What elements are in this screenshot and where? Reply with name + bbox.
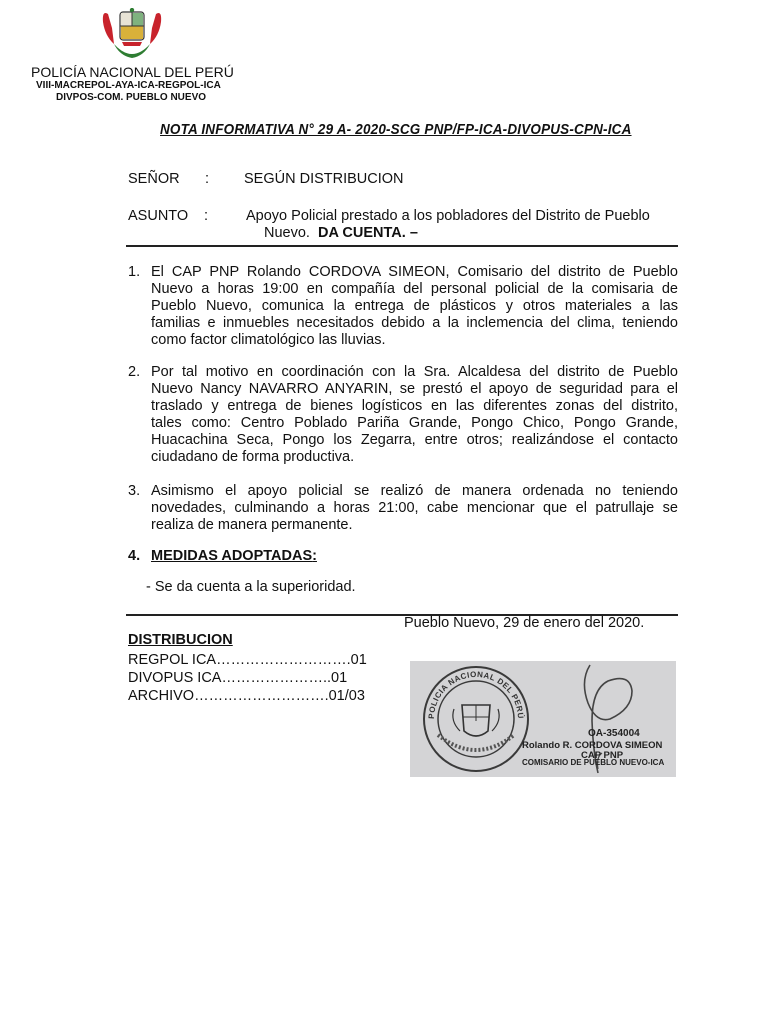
- item-number: 2.: [128, 364, 141, 380]
- stamp-name: Rolando R. CORDOVA SIMEON: [522, 740, 663, 751]
- paragraph-line: Por tal motivo en coordinación con la Sra. Alcaldesa del distrito de Pueblo: [151, 364, 678, 380]
- document-title: NOTA INFORMATIVA N° 29 A- 2020-SCG PNP/FP-ICA-DIVOPUS-CPN-ICA: [160, 122, 632, 138]
- distribution-row: DIVOPUS ICA…………………..01: [128, 670, 348, 686]
- distribution-row: ARCHIVO……………………….01/03: [128, 688, 365, 704]
- item-paragraph-2: [151, 364, 678, 466]
- paragraph-line: como factor climatológico las lluvias.: [151, 332, 386, 348]
- senor-label: SEÑOR: [128, 171, 180, 187]
- paragraph-line: Nuevo Nancy NAVARRO ANYARIN, se prestó el apoyo de seguridad para el: [151, 381, 678, 397]
- measures-title: [151, 548, 317, 564]
- measures-title-text: MEDIDAS ADOPTADAS: [151, 548, 313, 564]
- asunto-text-line1: Apoyo Policial prestado a los pobladores del Distrito de Pueblo: [246, 208, 650, 224]
- item-paragraph-3: [151, 483, 678, 534]
- asunto-text-line2: [264, 225, 418, 241]
- senor-value: SEGÚN DISTRIBUCION: [244, 171, 404, 187]
- org-unit-line: VIII-MACREPOL-AYA-ICA-REGPOL-ICA: [36, 80, 221, 91]
- asunto-colon: :: [204, 208, 209, 224]
- place-date: Pueblo Nuevo, 29 de enero del 2020.: [404, 615, 645, 631]
- header-divider: [126, 245, 678, 247]
- asunto-text-plain: Nuevo.: [264, 225, 318, 241]
- org-name: POLICÍA NACIONAL DEL PERÚ: [31, 64, 234, 80]
- stamp-code: OA-354004: [588, 728, 640, 739]
- paragraph-line: Asimismo el apoyo policial se realizó de manera ordenada no teniendo: [151, 483, 678, 499]
- asunto-da-cuenta: DA CUENTA. –: [318, 225, 418, 241]
- measures-item: - Se da cuenta a la superioridad.: [146, 579, 356, 595]
- seal-ring-text: POLICIA NACIONAL DEL PERÚ: [426, 669, 526, 720]
- stamp-rank: CAP PNP: [581, 750, 624, 761]
- paragraph-line: Pueblo Nuevo, comunica la entrega de plásticos y otros materiales a las: [151, 298, 678, 314]
- paragraph-line: Nuevo a horas 19:00 en compañía del personal policial de la comisaria de: [151, 281, 678, 297]
- signature-stamp: [410, 661, 676, 777]
- item-paragraph-1: [151, 264, 678, 349]
- paragraph-line: tales como: Centro Poblado Pariña Grande, Pongo Chico, Pongo Grande,: [151, 415, 678, 431]
- paragraph-line: Huacachina Seca, Pongo los Zegarra, entre otros; realizándose el contacto: [151, 432, 678, 448]
- paragraph-line: realiza de manera permanente.: [151, 517, 353, 533]
- distribution-row: REGPOL ICA……………………….01: [128, 652, 367, 668]
- paragraph-line: traslado y entrega de bienes logísticos en las diferentes zonas del distrito,: [151, 398, 678, 414]
- measures-colon: :: [312, 548, 317, 564]
- paragraph-line: novedades, culminando a horas 21:00, cabe mencionar que el patrullaje se: [151, 500, 678, 516]
- distribution-title: DISTRIBUCION: [128, 632, 233, 648]
- measures-number: 4.: [128, 548, 141, 564]
- peru-coat-of-arms-icon: [100, 8, 164, 64]
- paragraph-line: familias e inmuebles necesitados debido a la inclemencia del clima, teniendo: [151, 315, 678, 331]
- paragraph-line: El CAP PNP Rolando CORDOVA SIMEON, Comisario del distrito de Pueblo: [151, 264, 678, 280]
- item-number: 1.: [128, 264, 141, 280]
- senor-colon: :: [205, 171, 210, 187]
- org-subunit-line: DIVPOS-COM. PUEBLO NUEVO: [56, 92, 207, 103]
- asunto-label: ASUNTO: [128, 208, 189, 224]
- paragraph-line: ciudadano de forma productiva.: [151, 449, 355, 465]
- item-number: 3.: [128, 483, 141, 499]
- stamp-position: COMISARIO DE PUEBLO NUEVO-ICA: [522, 758, 665, 767]
